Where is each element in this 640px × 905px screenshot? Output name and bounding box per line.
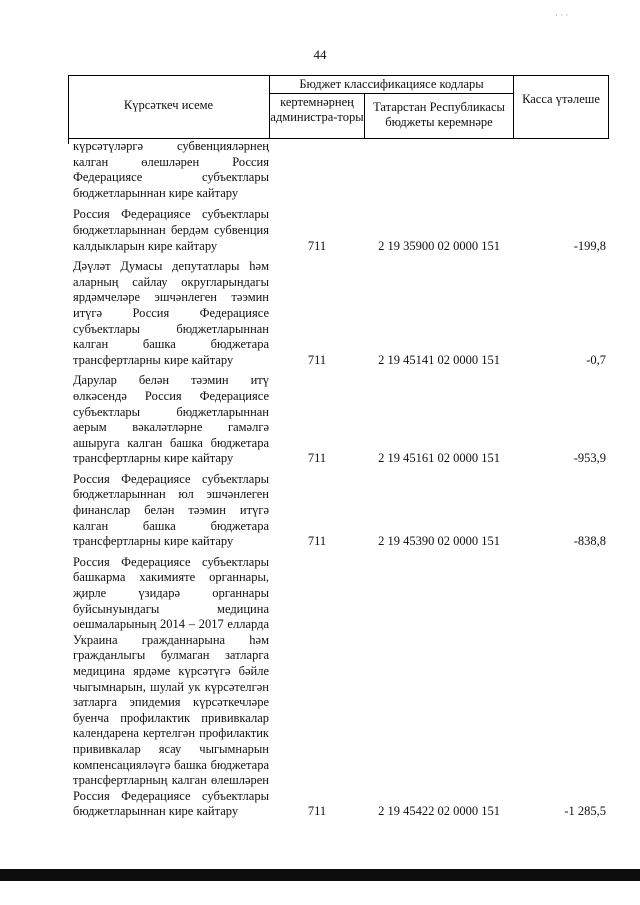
page-number: 44 [313,47,327,62]
table-row [0,555,640,820]
row-amount: -1 285,5 [564,804,606,819]
row-budget-code: 2 19 45390 02 0000 151 [378,534,500,549]
row-budget-code: 2 19 45161 02 0000 151 [378,451,500,466]
row-admin-code: 711 [307,804,327,819]
row-amount: -199,8 [573,238,606,253]
row-amount: -838,8 [573,534,606,549]
row-budget-code: 2 19 45141 02 0000 151 [378,352,500,367]
row-name: Дәүләт Думасы депутатлары һәм аларның сайлау округларындагы ярдәмчеләре эшчәнлеген тәэмин итүгә Россия Федерациясе субъектлары бюджетларыннан калган башка бюджетара трансфертларны кире кайтару [73,259,269,367]
table-top-line [68,75,609,76]
table-row [0,373,640,467]
row-budget-code: 2 19 35900 02 0000 151 [378,238,500,253]
row-budget-code: 2 19 45422 02 0000 151 [378,804,500,819]
table-border-right [608,75,609,138]
row-name: Дарулар белән тәэмин итү өлкәсендә Россия Федерациясе субъектлары бюджетларыннан аерым вәкаләтләрне гамәлгә ашыруга калган башка бюджетара трансфертларны кире кайтару [73,373,269,466]
table-row [0,207,640,254]
table-row [0,472,640,550]
row-admin-code: 711 [307,238,327,253]
row-amount: -953,9 [573,451,606,466]
table-body [0,139,640,820]
scan-bottom-bar [0,869,640,881]
header-code-col: Татарстан Республикасы бюджеты керемнәре [373,100,505,129]
row-name: күрсәтүләргә субвенцияләрнең калган өлешләрен Россия Федерациясе субъектлары бюджетларыннан кире кайтару [73,139,269,200]
row-amount: -0,7 [586,352,606,367]
row-admin-code: 711 [307,534,327,549]
row-name: Россия Федерациясе субъектлары бюджетларыннан бердәм субвенция калдыкларын кире кайтару [73,207,269,253]
table-row [0,259,640,368]
row-name: Россия Федерациясе субъектлары бюджетларыннан юл эшчәнлеген финанслар белән тәэмин итүгә калган башка бюджетара трансфертларны кире кайтару [73,471,269,549]
row-admin-code: 711 [307,352,327,367]
row-admin-code: 711 [307,451,327,466]
header-admin-col: кертемнәрнең администра-торы [270,95,364,124]
header-amount-col: Касса үтәлеше [522,92,600,106]
row-name: Россия Федерациясе субъектлары башкарма хакимияте органнары, җирле үзидарә органнары буйсынуындагы медицина оешмаларының 2014 – 2017 елларда Украина гражданнарына һәм гражданлыгы булмаган затларга медицина ярдәме күрсәтүгә бәйле чыгымнарын, шулай ук күрсәтелгән затларга эпидемия күрсәткечләре буенча профилактик прививкалар календарена кертелгән профилактик прививкалар ясау чыгымнарын компенсацияләүгә башка бюджетара трансфертларның калган өлешләрен Россия Федерациясе субъектлары бюджетларыннан кире кайтару [73,554,269,819]
header-name-col: Күрсәткеч исеме [123,98,214,112]
header-group: Бюджет классификациясе кодлары [299,77,484,91]
corner-smudge: · · · [555,10,569,20]
table-row [0,139,640,201]
group-underline [269,93,514,94]
